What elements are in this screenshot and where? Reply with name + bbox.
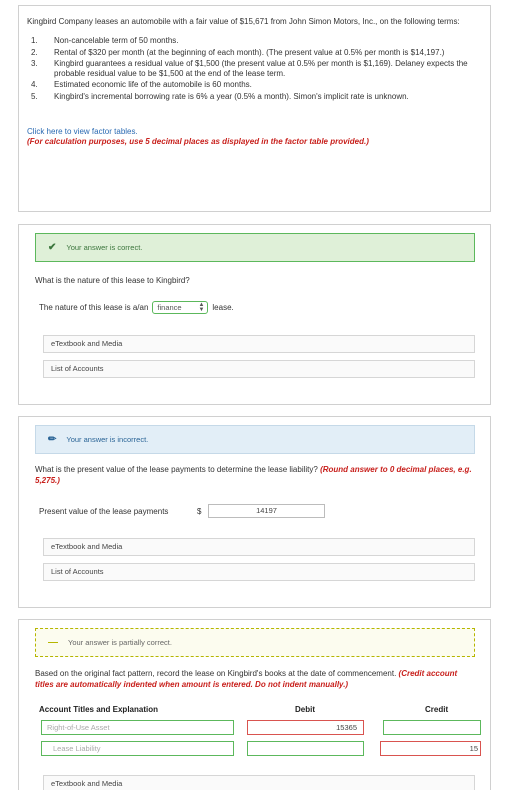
debit-input[interactable] [247, 741, 364, 756]
account-input[interactable]: Lease Liability [41, 741, 234, 756]
term-number: 3. [31, 59, 38, 68]
credit-input[interactable] [383, 720, 481, 735]
question-text [35, 464, 477, 486]
etextbook-link[interactable]: eTextbook and Media [43, 335, 475, 353]
term-number: 4. [31, 80, 38, 89]
table-row [41, 741, 481, 756]
question-text [35, 668, 477, 690]
debit-input[interactable]: 15365 [247, 720, 364, 735]
part2-card [18, 416, 491, 608]
account-input[interactable]: Right-of-Use Asset [41, 720, 234, 735]
list-of-accounts-link[interactable]: List of Accounts [43, 360, 475, 378]
feedback-partial [35, 628, 475, 657]
pv-label: Present value of the lease payments [39, 506, 169, 516]
col-credit-header: Credit [425, 705, 449, 714]
answer-line [39, 504, 325, 518]
problem-card [18, 5, 491, 212]
select-value: finance [157, 303, 182, 312]
col-account-header: Account Titles and Explanation [39, 705, 158, 714]
select-arrows-icon: ▲ ▼ [198, 302, 205, 313]
part3-card [18, 619, 491, 790]
term-text: Estimated economic life of the automobile is 60 months. [54, 80, 252, 89]
list-of-accounts-link[interactable]: List of Accounts [43, 563, 475, 581]
feedback-text: Your answer is correct. [66, 243, 143, 252]
dash-icon: — [48, 637, 58, 648]
feedback-text: Your answer is incorrect. [66, 435, 149, 444]
problem-intro: Kingbird Company leases an automobile with a fair value of $15,671 from John Simon Motors, Inc., on the following terms: [27, 17, 460, 26]
list-item [27, 36, 482, 46]
answer-line [39, 301, 234, 314]
checkmark-icon: ✔ [48, 242, 57, 253]
etextbook-link[interactable]: eTextbook and Media [43, 775, 475, 790]
answer-prefix: The nature of this lease is a/an [39, 303, 149, 312]
feedback-correct [35, 233, 475, 262]
list-item [27, 80, 482, 90]
feedback-text: Your answer is partially correct. [68, 638, 172, 647]
term-number: 2. [31, 47, 38, 57]
question-body: Based on the original fact pattern, record the lease on Kingbird's books at the date of commencement. [35, 669, 397, 678]
term-text: Non-cancelable term of 50 months. [54, 36, 179, 45]
question-body: What is the present value of the lease payments to determine the lease liability? [35, 465, 318, 474]
answer-suffix: lease. [212, 303, 234, 312]
table-row [41, 720, 481, 735]
term-number: 1. [31, 36, 38, 45]
currency-symbol: $ [197, 506, 202, 516]
indent-hint: (Credit account titles are automatically indented when amount is entered. Do not indent manually.) [35, 669, 458, 689]
col-debit-header: Debit [295, 705, 315, 714]
pencil-icon: ✏ [48, 434, 57, 445]
feedback-incorrect [35, 425, 475, 454]
factor-note: (For calculation purposes, use 5 decimal places as displayed in the factor table provided.) [27, 137, 369, 146]
list-item [27, 92, 482, 102]
rounding-hint: (Round answer to 0 decimal places, e.g. 5,275.) [35, 465, 472, 485]
lease-type-select[interactable] [152, 301, 208, 314]
list-item [27, 48, 482, 58]
part1-card [18, 224, 491, 405]
credit-input[interactable]: 15 [380, 741, 481, 756]
question-text: What is the nature of this lease to Kingbird? [35, 276, 190, 285]
terms-list [27, 36, 482, 101]
factor-tables-link[interactable]: Click here to view factor tables. [27, 127, 138, 136]
journal-table-header [37, 705, 477, 717]
term-text: Kingbird guarantees a residual value of $1,500 (the present value at 0.5% per month is $1,169). Delaney expects the probable residual value to be $1,500 at the end of the lease term. [54, 59, 468, 78]
term-text: Rental of $320 per month (at the beginning of each month). (The present value at 0.5% per month is $14,197.) [54, 47, 445, 57]
pv-input[interactable]: 14197 [208, 504, 325, 518]
term-text: Kingbird's incremental borrowing rate is 6% a year (0.5% a month). Simon's implicit rate is unknown. [54, 91, 409, 101]
list-item [27, 59, 482, 78]
term-number: 5. [31, 91, 38, 101]
etextbook-link[interactable]: eTextbook and Media [43, 538, 475, 556]
